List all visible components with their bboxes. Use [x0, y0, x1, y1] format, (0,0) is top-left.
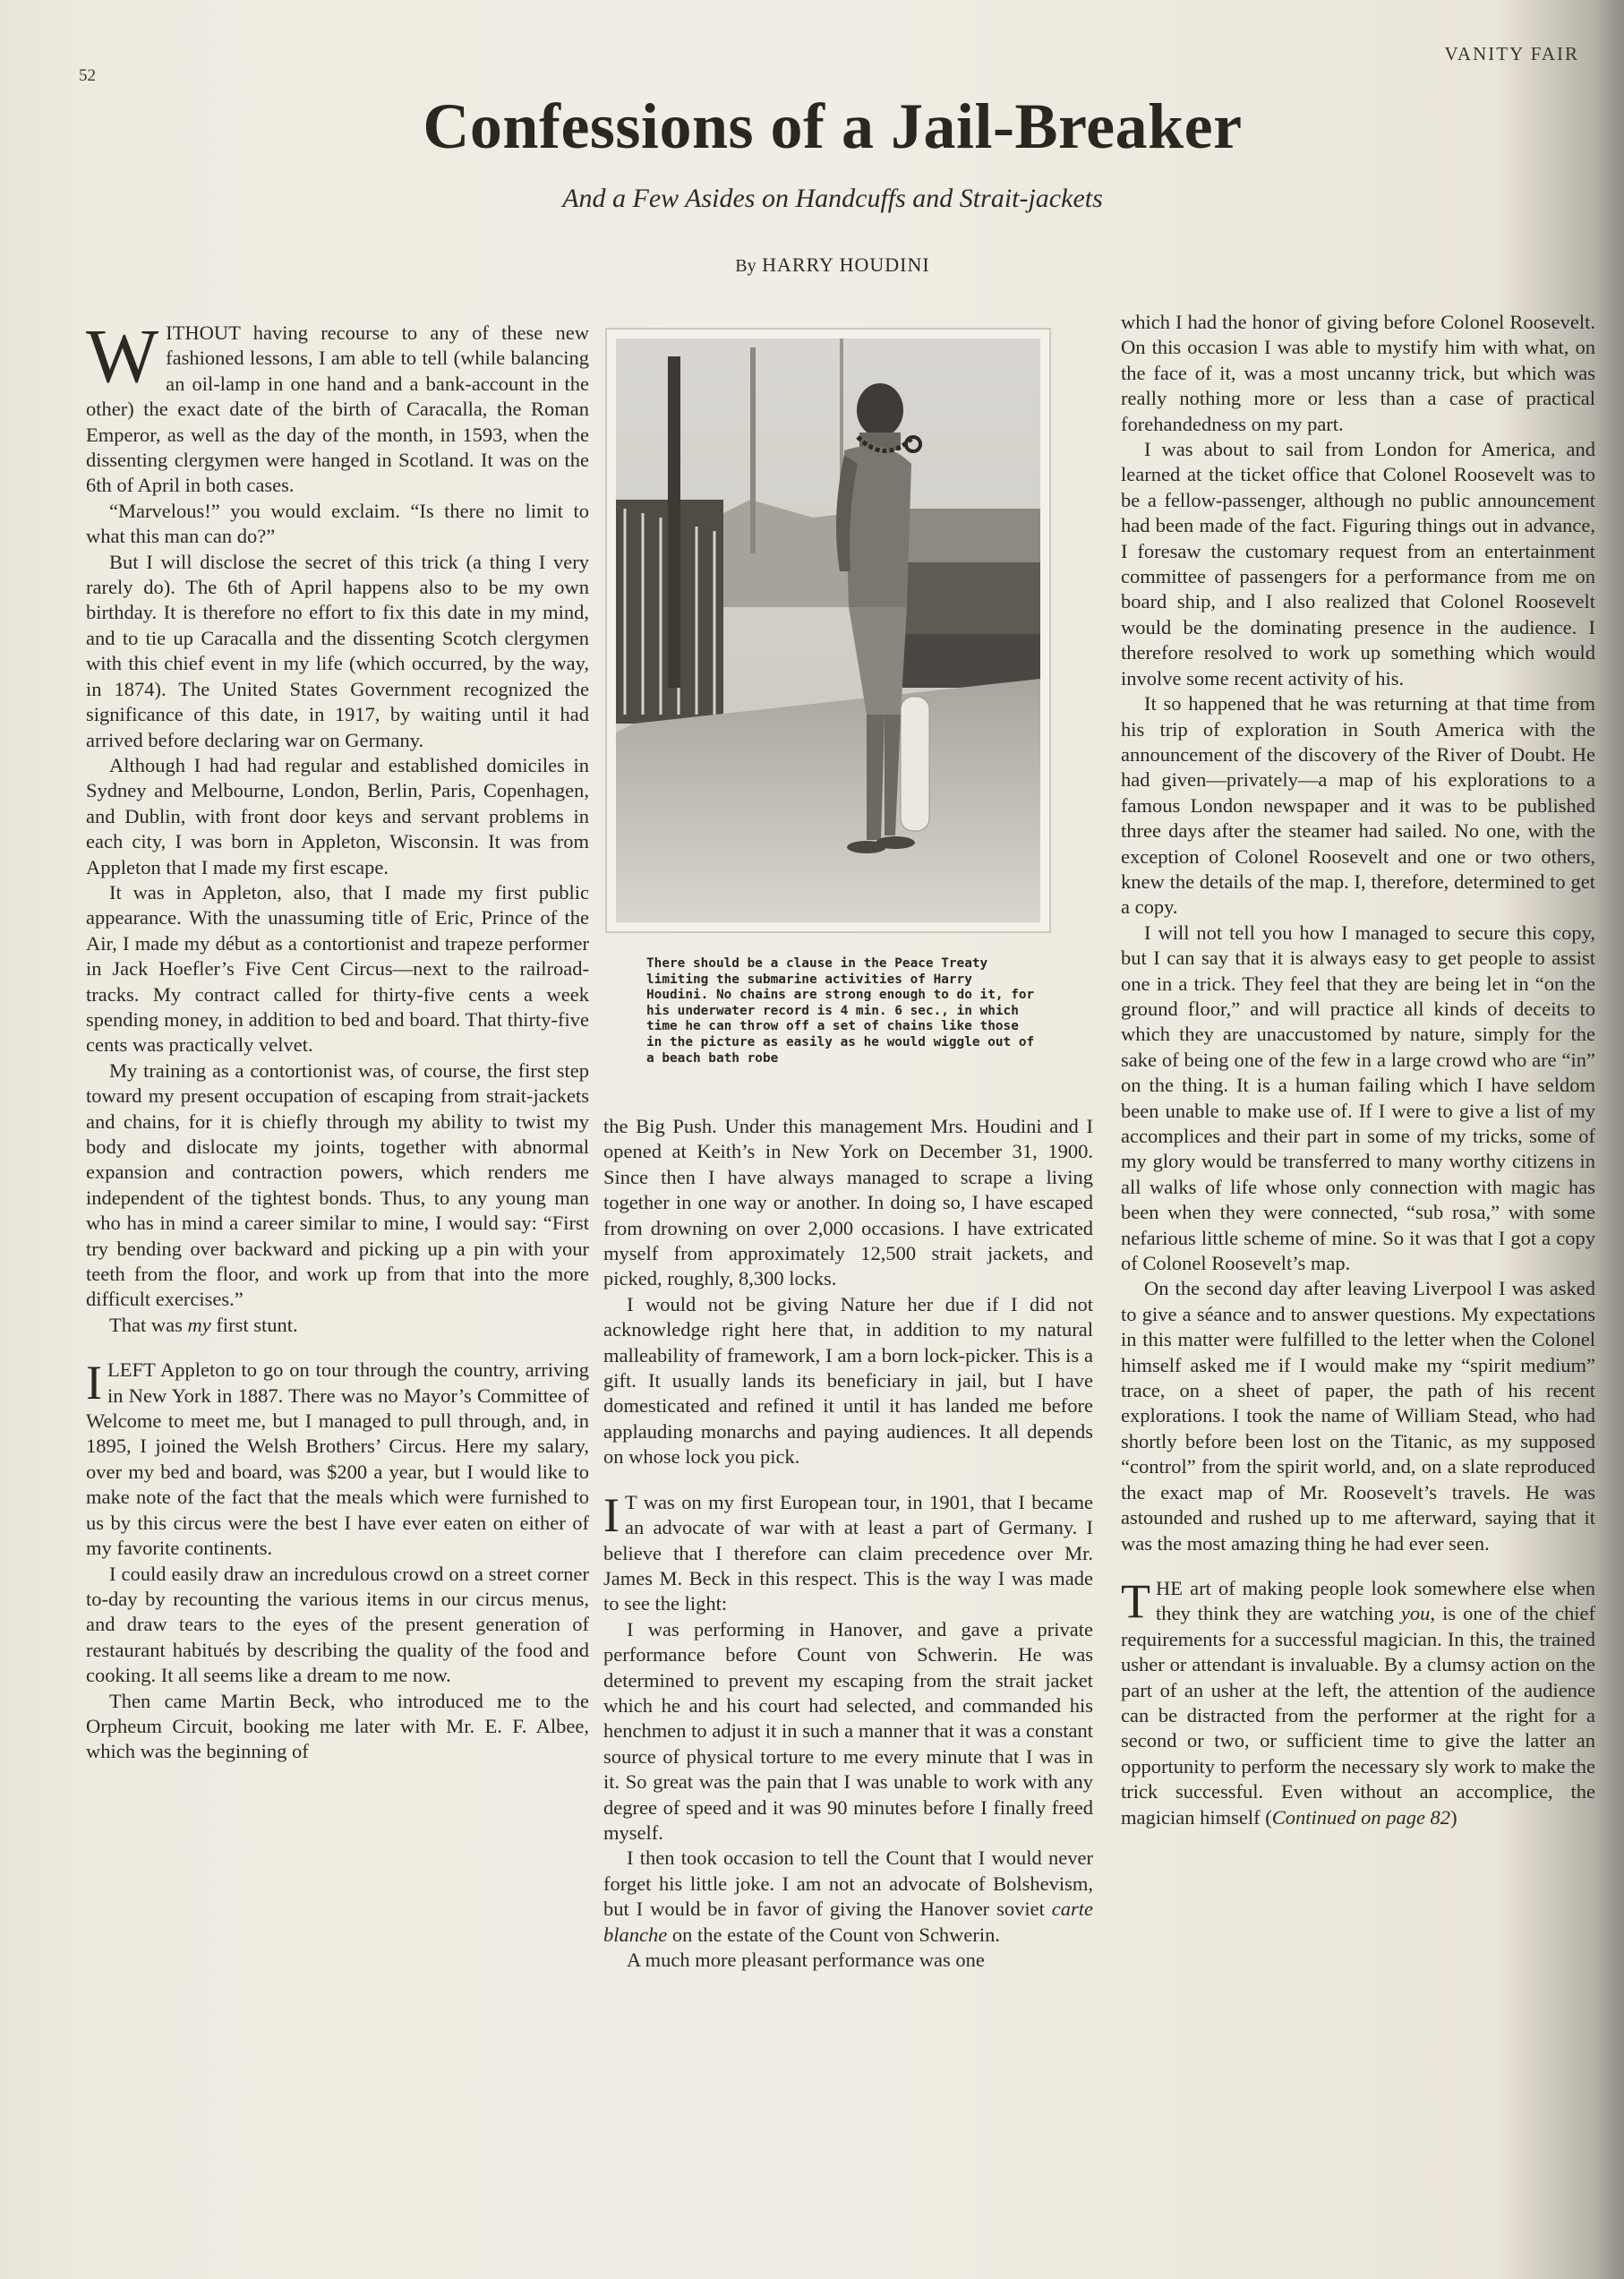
photo-illustration: [616, 338, 1040, 922]
column-1: [86, 313, 589, 1765]
paragraph: “Marvelous!” you would exclaim. “Is there no limit to what this man can do?”: [86, 499, 589, 548]
article-title: Confessions of a Jail-Breaker: [423, 90, 1243, 162]
paragraph: [86, 1313, 589, 1338]
paragraph: It so happened that he was returning at that time from his trip of exploration in South America with the announcement of the discovery of the River of Doubt. He had given—privately—a map of his explorations to a famous London newspaper and it was to be published three days after the steamer had sailed. No one, with the exception of Colonel Roosevelt and one or two others, knew the details of the map. I, therefore, determined to get a copy.: [1121, 692, 1595, 919]
paragraph: It was in Appleton, also, that I made my first public appearance. With the unassuming title of Eric, Prince of the Air, I made my début as a contortionist and trapeze performer in Jack Hoefler’s Five Cent Circus—next to the railroad-tracks. My contract called for thirty-five cents a week spending money, in addition to bed and board. That thirty-five cents was practically velvet.: [86, 880, 589, 1057]
paragraph: I could easily draw an incredulous crowd on a street corner to-day by recounting the various items in our circus menus, and draw tears to the eyes of the present generation of restaurant habitués by describing the quality of the food and cooking. It all seems like a dream to me now.: [86, 1562, 589, 1687]
paragraph: I was about to sail from London for America, and learned at the ticket office that Colonel Roosevelt was to be a fellow-passenger, although no public announcement had been made of the fact. Figuring things out in advance, I foresaw the customary request from an entertainment committee of passengers for a performance from me on board ship, and I also realized that Colonel Roosevelt would be the dominating presence in the audience. I therefore resolved to work up something which would involve some recent activity of his.: [1121, 438, 1595, 690]
houdini-photo: [605, 328, 1051, 933]
paragraph: My training as a contortionist was, of course, the first step toward my present occupation of escaping from strait-jackets and chains, for it is chiefly through my ability to twist my body and dislocate my joints, together with abnormal expansion and contraction powers, which renders me independent of the tightest bonds. Thus, to any young man who has in mind a career similar to mine, I would say: “First try bending over backward and picking up a pin with your teeth from the floor, and work up from that into the more difficult exercises.”: [86, 1058, 589, 1311]
paragraph: I will not tell you how I managed to secure this copy, but I can say that it is always easy to get people to assist one in a trick. They feel that they are being let in “on the ground floor,” and will practice all kinds of deceits to which they are unaccustomed by nature, simply for the sake of being one of the few in a large crowd who are “in” on the thing. It is a human failing which I have seldom been unable to make use of. If I were to give a list of my accomplices and their part in some of my tricks, some of my glory would be transferred to many worthy citizens in all walks of life whose only connection with magic has been when they were connected, “sub rosa,” with some nefarious little scheme of mine. So it was that I got a copy of Colonel Roosevelt’s map.: [1121, 921, 1595, 1275]
paragraph: Then came Martin Beck, who introduced me to the Orpheum Circuit, booking me later with Mr. E. F. Albee, which was the beginning of: [86, 1689, 589, 1763]
page-number: 52: [79, 66, 96, 85]
paragraph: [603, 1846, 1093, 1948]
paragraph-text: I then took occasion to tell the Count that I would never forget his little joke. I am not an advocate of Bolshevism, but I would be in favor of giving the Hanover soviet: [603, 1846, 1093, 1921]
byline-prefix: By: [735, 256, 756, 276]
paragraph: On the second day after leaving Liverpool I was asked to give a séance and to answer questions. My expectations in this matter were fulfilled to the letter when the Colonel himself asked me if I would make my “spirit medium” trace, on a sheet of paper, the path of his recent explorations. I took the name of William Stead, who had shortly before been lost on the Titanic, as my supposed “control” from the spirit world, and, on a slate reproduced the exact map of Mr. Roosevelt’s travels. He was astounded and rushed up to me afterward, saying that it was the most amazing thing he had ever seen.: [1121, 1277, 1595, 1555]
paragraph-text: T was on my first European tour, in 1901, that I became an advocate of war with at least a part of Germany. I believe that I therefore can claim precedence over Mr. James M. Beck in this respect. This is the way I was made to see the light:: [603, 1490, 1093, 1615]
drop-cap: I: [603, 1487, 620, 1542]
paragraph: But I will disclose the secret of this trick (a thing I very rarely do). The 6th of April happens also to be my own birthday. It is therefore no effort to fix this date in my mind, and to tie up Caracalla and the dissenting Scotch clergymen with this chief event in my life (which occurred, by the way, in 1874). The United States Government recognized the significance of this date, in 1917, by waiting until it had arrived before declaring war on Germany.: [86, 550, 589, 751]
column-2: [603, 1114, 1093, 1973]
paragraph: the Big Push. Under this management Mrs. Houdini and I opened at Keith’s in New York on December 31, 1900. Since then I have always managed to scrape a living together in one way or another. In doing so, I have escaped from drowning on over 2,000 occasions. I have extricated myself from approximately 12,500 strait jackets, and picked, roughly, 8,300 locks.: [603, 1115, 1093, 1290]
paragraph: A much more pleasant performance was one: [627, 1949, 985, 1971]
paragraph-text: HE art of making people look somewhere else when they think they are watching: [1156, 1576, 1595, 1625]
paragraph: I would not be giving Nature her due if I did not acknowledge right here that, in addition to my natural malleability of framework, I am a born lock-picker. This is a gift. It usually lands its beneficiary in jail, but I have domesticated and refined it until it has landed me before applauding monarchs and paying audiences. It all depends on whose lock you pick.: [603, 1292, 1093, 1469]
paragraph-text: first stunt.: [210, 1313, 298, 1336]
paragraph: [86, 313, 589, 499]
photo-caption: There should be a clause in the Peace Treaty limiting the submarine activities of Harry Houdini. No chains are strong enough to do it, for his underwater record is 4 min. 6 sec., in which time he can throw off a set of chains like those in the picture as easily as he would wiggle out of a beach bath robe: [646, 956, 1035, 1066]
magazine-name: VANITY FAIR: [1444, 43, 1579, 64]
paragraph: Although I had had regular and established domiciles in Sydney and Melbourne, London, Berlin, Paris, Copenhagen, and Dublin, with front door keys and servant problems in each city, I was born in Appleton, Wisconsin. It was from Appleton that I made my first escape.: [86, 753, 589, 878]
drop-cap: T: [1121, 1573, 1150, 1628]
author-name: HARRY HOUDINI: [762, 253, 930, 276]
emphasis: my: [187, 1313, 211, 1336]
continued-note: Continued on page 82: [1271, 1805, 1451, 1829]
emphasis: you: [1400, 1602, 1431, 1625]
emphasis: carte blanche: [603, 1898, 1093, 1946]
paragraph: I was performing in Hanover, and gave a private performance before Count von Schwerin. He was determined to prevent my escaping from the strait jacket which he and his court had selected, and commanded his henchmen to adjust it in such a manner that it was a constant source of physical torture to me every minute that I was in it. So great was the pain that I was unable to work with any degree of speed and it was 90 minutes before I finally freed myself.: [603, 1617, 1093, 1844]
paragraph: [1121, 1573, 1595, 1830]
paragraph-text: ): [1450, 1805, 1457, 1829]
drop-cap: W: [86, 313, 159, 398]
paragraph-text: That was: [109, 1313, 188, 1336]
article-subtitle: And a Few Asides on Handcuffs and Strait-jackets: [562, 184, 1103, 213]
paragraph: [86, 1358, 589, 1561]
paragraph: which I had the honor of giving before Colonel Roosevelt. On this occasion I was able to mystify him with what, on the face of it, was a most uncanny trick, but which was really nothing more or less than a case of practical forehandedness on my part.: [1121, 311, 1595, 435]
drop-cap: I: [86, 1356, 102, 1410]
byline: [0, 253, 1624, 277]
paragraph-text: ITHOUT having recourse to any of these new fashioned lessons, I am able to tell (while balancing an oil-lamp in one hand and a bank-account in the other) the exact date of the birth of Caracalla, the Roman Emperor, as well as the day of the month, in 1593, when the dissenting clergymen were hanged in Scotland. It was on the 6th of April in both cases.: [86, 321, 589, 497]
paragraph: [603, 1487, 1093, 1617]
paragraph-text: on the estate of the Count von Schwerin.: [667, 1923, 1001, 1946]
paragraph-text: , is one of the chief requirements for a successful magician. In this, the trained usher or attendant is invaluable. By a clumsy action on the part of an usher at the left, the attention of the audience can be distracted from the performer at the right for a second or two, or sufficient time to give the latter an opportunity to perform the necessary sly work to make the trick successful. Even without an accomplice, the magician himself (: [1121, 1602, 1595, 1829]
column-3: [1121, 310, 1595, 1830]
paragraph-text: LEFT Appleton to go on tour through the country, arriving in New York in 1887. There was no Mayor’s Committee of Welcome to meet me, but I managed to pull through, and, in 1895, I joined the Welsh Brothers’ Circus. Here my salary, over my bed and board, was $200 a year, but I would like to make note of the fact that the meals which were furnished to us by this circus were the best I have ever eaten on either of my favorite continents.: [86, 1358, 589, 1560]
